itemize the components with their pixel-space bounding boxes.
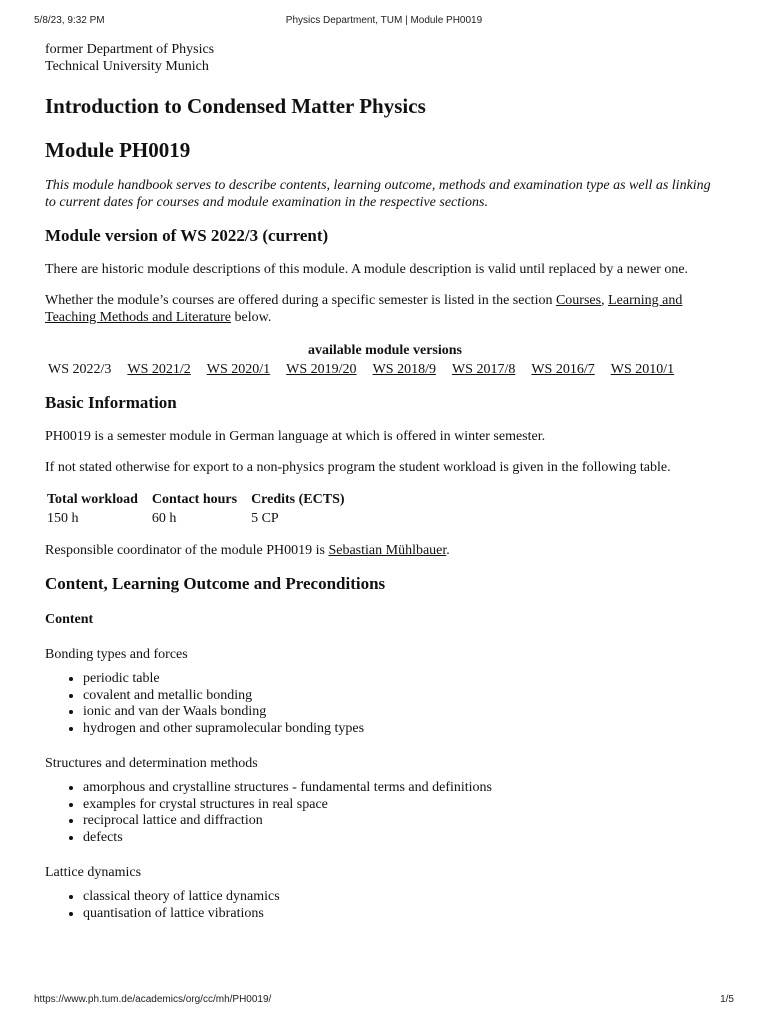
list-item: • reciprocal lattice and diffraction [83,813,725,830]
version-link[interactable]: WS 2017/8 [451,362,516,377]
list-item: • classical theory of lattice dynamics [83,889,725,906]
table-header: Total workload [47,492,138,507]
workload-table [45,490,357,528]
version-link[interactable]: WS 2018/9 [372,362,436,377]
table-row [45,509,357,528]
main-content [45,41,725,922]
table-header: Credits (ECTS) [251,492,345,507]
version-link[interactable]: WS 2019/20 [286,362,357,377]
version-link[interactable]: WS 2021/2 [127,362,191,377]
coordinator-text [45,542,725,559]
offered-comma: , [601,293,609,308]
list-item: • defects [83,830,725,847]
table-header: Contact hours [151,492,238,507]
topic-list [45,671,725,737]
table-cell: 60 h [151,511,177,526]
coordinator-before: Responsible coordinator of the module PH0019 is [45,543,329,558]
group-label: Structures and determination methods [45,756,258,771]
list-item: • ionic and van der Waals bonding [83,704,725,721]
list-item: • covalent and metallic bonding [83,688,725,705]
department-line-2: Technical University Munich [45,59,209,74]
list-item: • amorphous and crystalline structures - fundamental terms and definitions [83,780,725,797]
export-text: If not stated otherwise for export to a non-physics program the student workload is given in the following table. [45,460,671,475]
historic-text: There are historic module descriptions of this module. A module description is valid until replaced by a newer one. [45,262,689,277]
print-url: https://www.ph.tum.de/academics/org/cc/mh/PH0019/ [34,994,272,1005]
courses-link[interactable]: Courses [555,293,602,308]
coordinator-after: . [446,543,450,558]
version-list [45,361,725,378]
page-number: 1/5 [720,994,734,1005]
list-item: • examples for crystal structures in real space [83,797,725,814]
basic-info-heading: Basic Information [45,393,177,412]
print-page-title: Physics Department, TUM | Module PH0019 [285,15,483,26]
offered-text-before: Whether the module’s courses are offered during a specific semester is listed in the section [45,293,556,308]
list-item: • periodic table [83,671,725,688]
group-label: Lattice dynamics [45,865,142,880]
table-cell: 5 CP [251,511,279,526]
version-link[interactable]: WS 2020/1 [206,362,271,377]
version-link[interactable]: WS 2010/1 [610,362,675,377]
topic-list [45,889,725,922]
intro-text: This module handbook serves to describe contents, learning outcome, methods and examination type as well as linking to current dates for courses and module examination in the respective sections. [45,178,711,210]
print-footer [34,994,734,1008]
table-header-row [45,490,357,509]
coordinator-link[interactable]: Sebastian Mühlbauer [328,543,447,558]
print-datetime: 5/8/23, 9:32 PM [34,15,105,26]
content-section-heading: Content, Learning Outcome and Preconditions [45,574,386,593]
list-item: • hydrogen and other supramolecular bonding types [83,721,725,738]
module-title: Module PH0019 [45,138,191,162]
print-header [34,15,734,29]
list-item: • quantisation of lattice vibrations [83,906,725,923]
version-current: WS 2022/3 [48,362,112,377]
table-cell: 150 h [47,511,79,526]
version-link[interactable]: WS 2016/7 [531,362,595,377]
versions-title: available module versions [307,343,462,358]
topic-list [45,780,725,846]
version-heading: Module version of WS 2022/3 (current) [45,226,329,245]
content-subheading: Content [45,612,94,627]
offered-text-after: below. [231,310,272,325]
course-title: Introduction to Condensed Matter Physics [45,94,426,118]
learning-methods-link[interactable]: Learning and Teaching Methods and Literature [45,293,683,325]
semester-text: PH0019 is a semester module in German language at which is offered in winter semester. [45,429,546,444]
offered-text [45,292,725,326]
group-label: Bonding types and forces [45,647,188,662]
department-line-1: former Department of Physics [45,42,215,57]
